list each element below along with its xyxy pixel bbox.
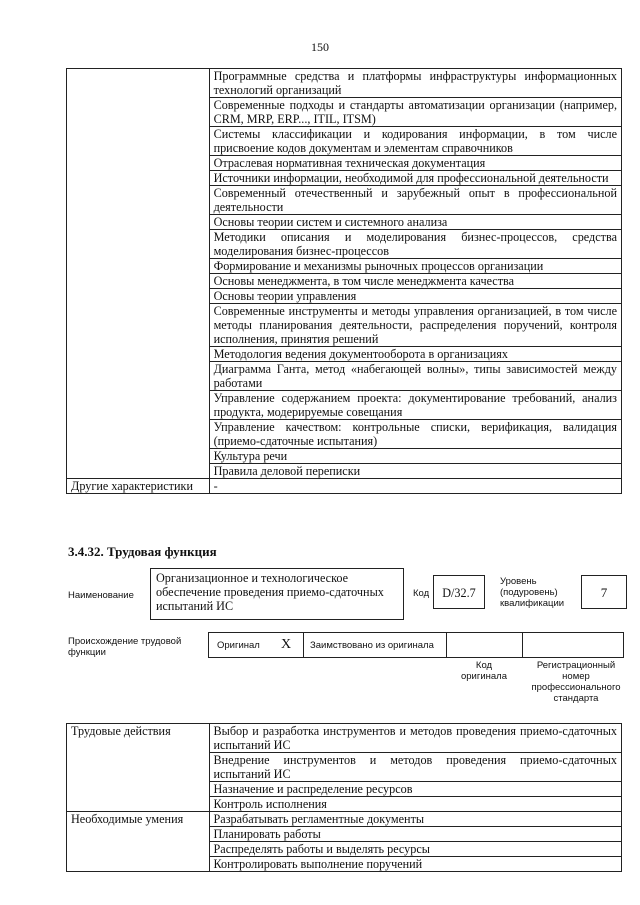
knowledge-item: Управление качеством: контрольные списки, верификация, валидация (приемо-сдаточные испытания): [209, 420, 621, 449]
original-label: Оригинал: [217, 640, 260, 651]
other-characteristics-value: -: [209, 479, 621, 494]
skill-item: Распределять работы и выделять ресурсы: [209, 842, 622, 857]
function-code-box: D/32.7: [433, 575, 485, 609]
knowledge-item: Современный отечественный и зарубежный опыт в профессиональной деятельности: [209, 186, 621, 215]
knowledge-item: Основы теории управления: [209, 289, 621, 304]
knowledge-item: Отраслевая нормативная техническая документация: [209, 156, 621, 171]
knowledge-item: Диаграмма Ганта, метод «набегающей волны», типы зависимостей между работами: [209, 362, 621, 391]
labor-action-item: Назначение и распределение ресурсов: [209, 782, 622, 797]
knowledge-item: Современные подходы и стандарты автоматизации организации (например, CRM, MRP, ERP..., ITIL, ITSM): [209, 98, 621, 127]
labor-action-item: Внедрение инструментов и методов проведения приемо-сдаточных испытаний ИС: [209, 753, 622, 782]
knowledge-table: [66, 68, 622, 494]
function-name-box: Организационное и технологическое обеспечение проведения приемо-сдаточных испытаний ИС: [150, 568, 404, 620]
code-original-caption: Код оригинала: [460, 660, 507, 682]
level-label: Уровень (подуровень) квалификации: [500, 576, 565, 609]
registration-caption: Регистрационный номер профессионального стандарта: [531, 660, 621, 704]
knowledge-item: Основы теории систем и системного анализа: [209, 215, 621, 230]
original-mark: X: [281, 637, 292, 652]
knowledge-item: Системы классификации и кодирования информации, в том числе присвоение кодов документам и элементам справочников: [209, 127, 621, 156]
origin-divider: [522, 632, 523, 658]
page-number: 150: [311, 40, 329, 54]
knowledge-item: Источники информации, необходимой для профессиональной деятельности: [209, 171, 621, 186]
knowledge-item: Современные инструменты и методы управления организацией, в том числе методы планирования деятельности, распределения поручений, контроля исполнения, принятия решений: [209, 304, 621, 347]
name-label: Наименование: [68, 590, 134, 601]
section-title: 3.4.32. Трудовая функция: [68, 544, 217, 559]
knowledge-item: Формирование и механизмы рыночных процессов организации: [209, 259, 621, 274]
labor-action-item: Выбор и разработка инструментов и методов проведения приемо-сдаточных испытаний ИС: [209, 724, 622, 753]
knowledge-item: Основы менеджмента, в том числе менеджмента качества: [209, 274, 621, 289]
knowledge-item: Правила деловой переписки: [209, 464, 621, 479]
knowledge-item: Методики описания и моделирования бизнес-процессов, средства моделирования бизнес-процессов: [209, 230, 621, 259]
origin-divider: [446, 632, 447, 658]
other-characteristics-label: Другие характеристики: [67, 479, 210, 494]
labor-function-table: [66, 723, 622, 872]
knowledge-item: Управление содержанием проекта: документирование требований, анализ продукта, модерируемые совещания: [209, 391, 621, 420]
origin-label: Происхождение трудовой функции: [68, 636, 182, 658]
labor-actions-label: Трудовые действия: [67, 724, 210, 812]
labor-action-item: Контроль исполнения: [209, 797, 622, 812]
knowledge-item: Программные средства и платформы инфраструктуры информационных технологий организаций: [209, 69, 621, 98]
knowledge-item: Культура речи: [209, 449, 621, 464]
skill-item: Контролировать выполнение поручений: [209, 857, 622, 872]
skills-label: Необходимые умения: [67, 812, 210, 872]
skill-item: Планировать работы: [209, 827, 622, 842]
origin-divider: [303, 632, 304, 658]
level-box: 7: [581, 575, 627, 609]
knowledge-item: Методология ведения документооборота в организациях: [209, 347, 621, 362]
borrowed-label: Заимствовано из оригинала: [310, 640, 434, 651]
knowledge-label-cell: [67, 69, 210, 479]
skill-item: Разрабатывать регламентные документы: [209, 812, 622, 827]
code-label: Код: [413, 588, 430, 599]
